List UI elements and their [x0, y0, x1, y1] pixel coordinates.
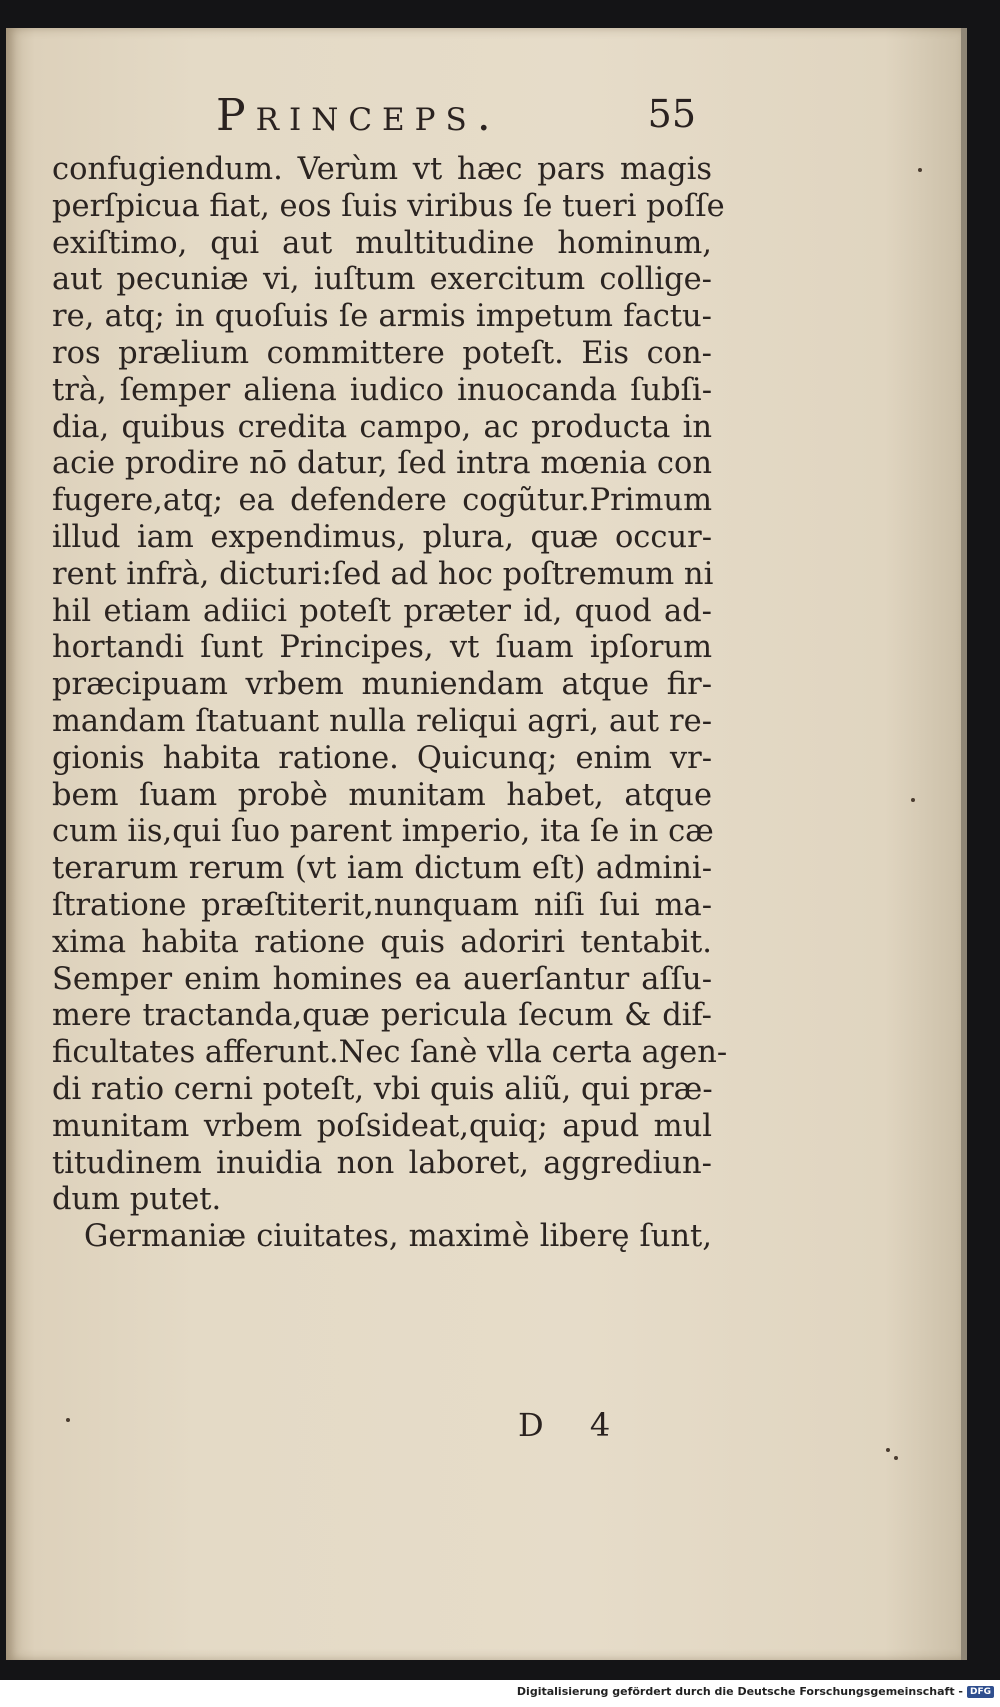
paper-speck: [886, 1448, 890, 1452]
paper-speck: [894, 1456, 898, 1460]
book-page: [6, 28, 967, 1660]
text-line: præcipuam vrbem muniendam atque fir-: [52, 667, 712, 703]
text-line: xima habita ratione quis adoriri tentabit.: [52, 924, 712, 960]
text-line: Germaniæ ciuitates, maximè liberę ſunt,: [84, 1219, 712, 1255]
body-text: [52, 152, 728, 1256]
text-line: hortandi ſunt Principes, vt ſuam ipſorum: [52, 630, 712, 666]
text-line: di ratio cerni poteſt, vbi quis aliũ, qui præ-: [52, 1071, 713, 1107]
text-line: gionis habita ratione. Quicunq; enim vr-: [52, 740, 712, 776]
text-line: cum iis,qui ſuo parent imperio, ita ſe in cæ: [52, 814, 714, 850]
text-line: dum putet.: [52, 1182, 222, 1218]
text-line: perſpicua fiat, eos ſuis viribus ſe tueri poſſe: [52, 188, 725, 224]
digitization-credit: [517, 1685, 994, 1698]
text-line: illud iam expendimus, plura, quæ occur-: [52, 519, 712, 555]
text-line: ros prælium committere poteſt. Eis con-: [52, 335, 712, 371]
paper-speck: [66, 1418, 70, 1422]
text-line: mere tractanda,quæ pericula ſecum & dif-: [52, 998, 712, 1034]
text-line: hil etiam adiici poteſt præter id, quod ad-: [52, 593, 712, 629]
text-line: rent infrà, dicturi:ſed ad hoc poſtremum ni: [52, 556, 714, 592]
signature-mark: D 4: [518, 1406, 629, 1444]
text-line: ſtratione præſtiterit,nunquam niſi ſui ma-: [52, 887, 712, 923]
text-line: Semper enim homines ea auerſantur aſſu-: [52, 961, 712, 997]
text-line: trà, ſemper aliena iudico inuocanda ſubſi-: [52, 372, 712, 408]
paper-speck: [911, 798, 915, 802]
credit-text: Digitalisierung gefördert durch die Deutsche Forschungsgemeinschaft -: [516, 1685, 963, 1698]
text-line: titudinem inuidia non laboret, aggrediun-: [52, 1145, 712, 1181]
text-line: confugiendum. Verùm vt hæc pars magis: [52, 152, 712, 187]
text-line: munitam vrbem poſsideat,quiq; apud mul: [52, 1108, 712, 1144]
paper-speck: [918, 168, 922, 172]
page-number: 55: [647, 92, 696, 136]
text-line: terarum rerum (vt iam dictum eſt) admini-: [52, 851, 712, 887]
text-line: dia, quibus credita campo, ac producta in: [52, 409, 712, 445]
text-line: acie prodire nō datur, ſed intra mœnia con: [52, 446, 712, 482]
text-line: ficultates afferunt.Nec ſanè vlla certa agen-: [52, 1035, 728, 1071]
text-line: exiſtimo, qui aut multitudine hominum,: [52, 225, 712, 261]
page-header: [216, 90, 696, 150]
text-line: fugere,atq; ea defendere cogũtur.Primum: [52, 483, 712, 519]
text-line: aut pecuniæ vi, iuſtum exercitum collige-: [52, 262, 712, 298]
dfg-logo: DFG: [967, 1686, 994, 1698]
text-line: bem ſuam probè munitam habet, atque: [52, 777, 712, 813]
text-line: re, atq; in quoſuis ſe armis impetum factu-: [52, 299, 712, 335]
text-line: mandam ſtatuant nulla reliqui agri, aut re-: [52, 703, 712, 739]
running-head: Princeps.: [216, 90, 501, 141]
